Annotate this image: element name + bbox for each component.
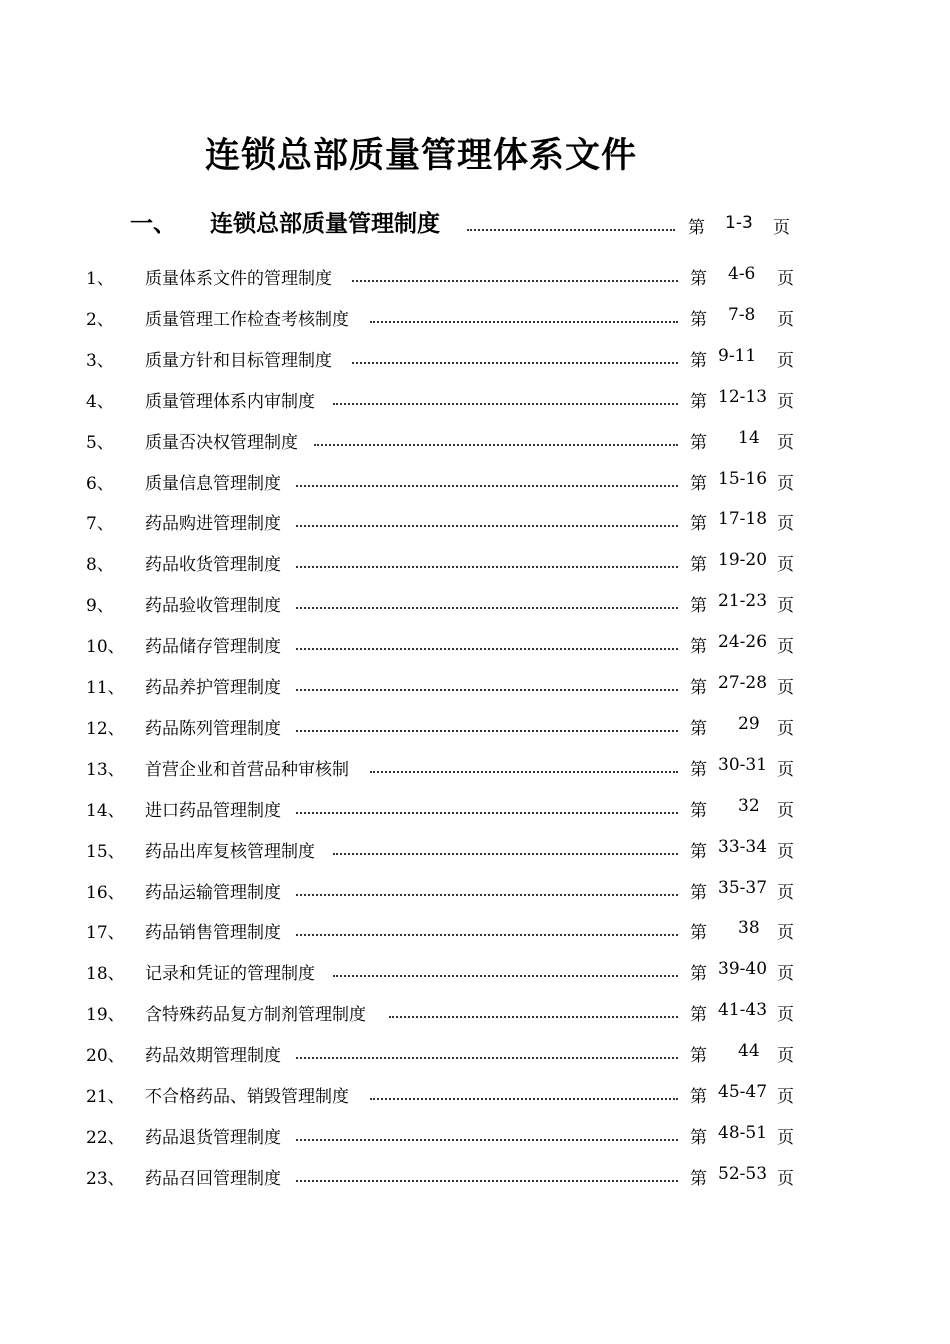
toc-page-prefix: 第 [690,1169,707,1189]
toc-row-number: 15、 [86,842,125,862]
toc-page-suffix: 页 [777,678,794,698]
toc-row [0,264,950,296]
toc-row [0,591,950,623]
dot-leader [296,920,678,936]
toc-page-prefix: 第 [690,433,707,453]
dot-leader [333,389,678,405]
toc-page-range: 15-16 [718,469,768,489]
dot-leader [296,716,678,732]
toc-row-title: 药品陈列管理制度 [145,719,281,739]
toc-row-title: 药品出库复核管理制度 [145,842,315,862]
toc-row-title: 质量体系文件的管理制度 [145,269,332,289]
toc-row [0,673,950,705]
toc-page-range: 27-28 [718,673,768,693]
toc-row-number: 10、 [86,637,125,657]
section-page-prefix: 第 [688,218,705,238]
dot-leader [352,266,678,282]
dot-leader [467,209,675,231]
toc-row [0,1000,950,1032]
toc-page-range: 38 [738,918,760,938]
toc-row [0,1041,950,1073]
toc-page-suffix: 页 [777,392,794,412]
toc-page-suffix: 页 [777,801,794,821]
toc-page-range: 12-13 [718,387,768,407]
section-page-suffix: 页 [773,218,790,238]
toc-page-suffix: 页 [777,760,794,780]
toc-row-title: 药品销售管理制度 [145,923,281,943]
toc-page-range: 30-31 [718,755,768,775]
toc-row-title: 质量方针和目标管理制度 [145,351,332,371]
toc-row-number: 13、 [86,760,125,780]
toc-row [0,959,950,991]
toc-row-number: 5、 [86,433,114,453]
toc-page-range: 44 [738,1041,760,1061]
toc-page-range: 45-47 [718,1082,768,1102]
toc-row-number: 3、 [86,351,114,371]
toc-page-range: 17-18 [718,509,768,529]
toc-page-suffix: 页 [777,923,794,943]
toc-page-prefix: 第 [690,1087,707,1107]
dot-leader [370,307,678,323]
toc-row-number: 12、 [86,719,125,739]
toc-row-number: 1、 [86,269,114,289]
toc-page-prefix: 第 [690,719,707,739]
toc-row [0,428,950,460]
toc-row-number: 9、 [86,596,114,616]
toc-row [0,550,950,582]
toc-page-suffix: 页 [777,1169,794,1189]
toc-row-number: 20、 [86,1046,125,1066]
toc-page-range: 48-51 [718,1123,768,1143]
toc-page-suffix: 页 [777,637,794,657]
toc-page-suffix: 页 [777,310,794,330]
toc-page-prefix: 第 [690,883,707,903]
toc-page-range: 19-20 [718,550,768,570]
toc-row-title: 药品效期管理制度 [145,1046,281,1066]
toc-row-number: 16、 [86,883,125,903]
toc-page-suffix: 页 [777,351,794,371]
toc-page-suffix: 页 [777,1046,794,1066]
toc-page-suffix: 页 [777,433,794,453]
toc-page-prefix: 第 [690,269,707,289]
toc-row-number: 18、 [86,964,125,984]
toc-page-prefix: 第 [690,842,707,862]
toc-row-title: 质量管理体系内审制度 [145,392,315,412]
toc-row-number: 17、 [86,923,125,943]
toc-row-number: 11、 [86,678,125,698]
dot-leader [296,634,678,650]
toc-page-suffix: 页 [777,596,794,616]
toc-page-suffix: 页 [777,474,794,494]
dot-leader [296,880,678,896]
toc-row [0,346,950,378]
toc-row-number: 23、 [86,1169,125,1189]
toc-page-prefix: 第 [690,964,707,984]
toc-row-number: 19、 [86,1005,125,1025]
toc-page-range: 24-26 [718,632,768,652]
toc-row [0,1082,950,1114]
dot-leader [296,675,678,691]
dot-leader [333,839,678,855]
toc-page-range: 9-11 [718,346,757,366]
toc-page-range: 41-43 [718,1000,768,1020]
toc-page-range: 29 [738,714,760,734]
section-number: 一、 [130,211,176,237]
dot-leader [296,1125,678,1141]
toc-page-suffix: 页 [777,269,794,289]
dot-leader [296,798,678,814]
toc-row-title: 质量否决权管理制度 [145,433,298,453]
toc-row-title: 记录和凭证的管理制度 [145,964,315,984]
toc-row-title: 药品运输管理制度 [145,883,281,903]
toc-row-title: 首营企业和首营品种审核制 [145,760,349,780]
toc-page-range: 4-6 [728,264,756,284]
toc-row [0,1164,950,1196]
dot-leader [296,552,678,568]
dot-leader [333,961,678,977]
toc-page-range: 32 [738,796,760,816]
dot-leader [370,757,678,773]
toc-row-number: 21、 [86,1087,125,1107]
toc-row [0,305,950,337]
toc-page-suffix: 页 [777,719,794,739]
toc-page-suffix: 页 [777,964,794,984]
toc-row [0,918,950,950]
toc-page-range: 7-8 [728,305,756,325]
toc-page-suffix: 页 [777,1087,794,1107]
toc-page-prefix: 第 [690,310,707,330]
toc-row [0,796,950,828]
dot-leader [370,1084,678,1100]
toc-row-number: 22、 [86,1128,125,1148]
dot-leader [296,511,678,527]
toc-page-prefix: 第 [690,392,707,412]
toc-row [0,714,950,746]
toc-page-prefix: 第 [690,514,707,534]
toc-row-title: 质量信息管理制度 [145,474,281,494]
toc-row-title: 药品退货管理制度 [145,1128,281,1148]
toc-row-number: 7、 [86,514,114,534]
dot-leader [296,471,678,487]
toc-page-range: 14 [738,428,760,448]
dot-leader [296,1166,678,1182]
toc-row [0,755,950,787]
toc-row-title: 进口药品管理制度 [145,801,281,821]
toc-page-prefix: 第 [690,555,707,575]
toc-row [0,632,950,664]
toc-row-title: 药品储存管理制度 [145,637,281,657]
document-title: 连锁总部质量管理体系文件 [205,136,638,176]
toc-page-suffix: 页 [777,883,794,903]
toc-section-heading [0,205,950,245]
dot-leader [314,430,678,446]
toc-row-title: 药品召回管理制度 [145,1169,281,1189]
toc-page-suffix: 页 [777,1005,794,1025]
section-page-range: 1-3 [725,213,753,233]
toc-row [0,469,950,501]
toc-page-suffix: 页 [777,842,794,862]
toc-page-suffix: 页 [777,514,794,534]
toc-row-title: 药品养护管理制度 [145,678,281,698]
toc-row [0,837,950,869]
toc-page-range: 35-37 [718,878,768,898]
toc-row-title: 不合格药品、销毁管理制度 [145,1087,349,1107]
toc-page-prefix: 第 [690,351,707,371]
section-label: 连锁总部质量管理制度 [210,211,440,237]
toc-page-prefix: 第 [690,637,707,657]
toc-row-number: 4、 [86,392,114,412]
toc-row [0,878,950,910]
toc-row-title: 质量管理工作检查考核制度 [145,310,349,330]
toc-row-title: 药品收货管理制度 [145,555,281,575]
toc-row-number: 8、 [86,555,114,575]
toc-page-suffix: 页 [777,555,794,575]
dot-leader [352,348,678,364]
toc-row-title: 药品购进管理制度 [145,514,281,534]
toc-row [0,387,950,419]
toc-page-prefix: 第 [690,923,707,943]
toc-row-number: 6、 [86,474,114,494]
toc-page-suffix: 页 [777,1128,794,1148]
toc-row [0,509,950,541]
toc-row-title: 含特殊药品复方制剂管理制度 [145,1005,366,1025]
dot-leader [389,1002,678,1018]
toc-page-range: 52-53 [718,1164,768,1184]
dot-leader [296,593,678,609]
toc-page-range: 33-34 [718,837,768,857]
dot-leader [296,1043,678,1059]
toc-page-prefix: 第 [690,1128,707,1148]
toc-page-prefix: 第 [690,1005,707,1025]
toc-page-prefix: 第 [690,678,707,698]
toc-row-number: 14、 [86,801,125,821]
toc-page-range: 21-23 [718,591,768,611]
toc-page-range: 39-40 [718,959,768,979]
toc-row-title: 药品验收管理制度 [145,596,281,616]
toc-row-number: 2、 [86,310,114,330]
toc-page-prefix: 第 [690,801,707,821]
toc-page-prefix: 第 [690,1046,707,1066]
toc-page-prefix: 第 [690,596,707,616]
toc-row [0,1123,950,1155]
toc-page-prefix: 第 [690,760,707,780]
toc-page-prefix: 第 [690,474,707,494]
